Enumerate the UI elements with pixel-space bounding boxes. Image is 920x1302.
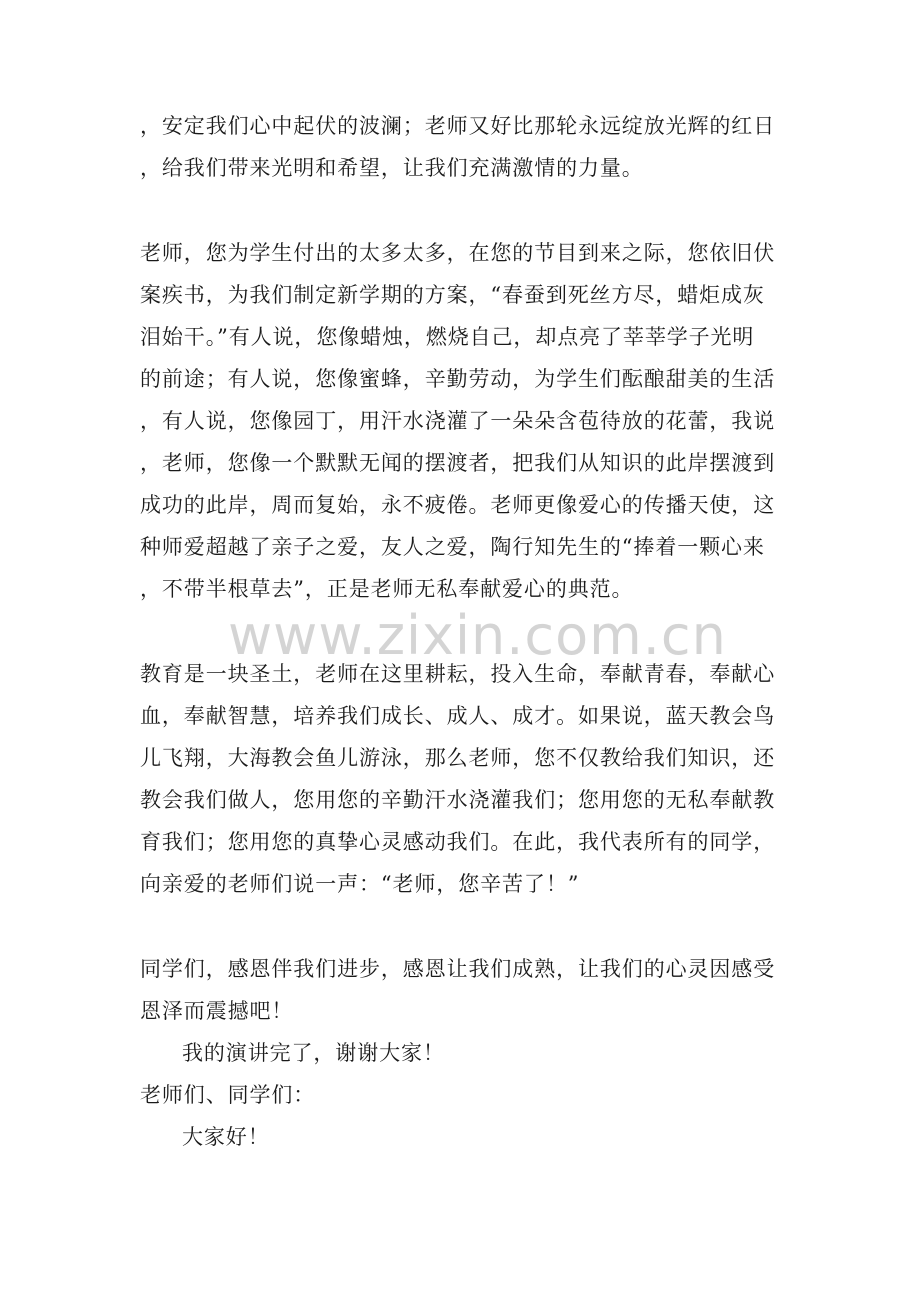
paragraph-1-line-2: ，给我们带来光明和希望，让我们充满激情的力量。 bbox=[140, 156, 644, 180]
paragraph-2-line-6: ，老师，您像一个默默无闻的摆渡者，把我们从知识的此岸摆渡到 bbox=[140, 451, 776, 475]
paragraph-2-line-8: 种师爱超越了亲子之爱，友人之爱，陶行知先生的“捧着一颗心来 bbox=[140, 535, 765, 559]
paragraph-3-line-4: 教会我们做人，您用您的辛勤汗水浇灌我们；您用您的无私奉献教 bbox=[140, 788, 776, 812]
paragraph-3-line-3: 儿飞翔，大海教会鱼儿游泳，那么老师，您不仅教给我们知识，还 bbox=[140, 746, 776, 770]
paragraph-3-line-1: 教育是一块圣土，老师在这里耕耘，投入生命，奉献青春，奉献心 bbox=[140, 662, 776, 686]
paragraph-2-line-3: 泪始干。”有人说，您像蜡烛，燃烧自己，却点亮了莘莘学子光明 bbox=[140, 325, 755, 349]
greeting-line: 大家好！ bbox=[182, 1125, 270, 1149]
paragraph-2-line-5: ，有人说，您像园丁，用汗水浇灌了一朵朵含苞待放的花蕾，我说 bbox=[140, 409, 776, 433]
paragraph-3-line-6: 向亲爱的老师们说一声：“老师，您辛苦了！” bbox=[140, 872, 580, 896]
paragraph-2-line-4: 的前途；有人说，您像蜜蜂，辛勤劳动，为学生们酝酿甜美的生活 bbox=[140, 367, 776, 391]
closing-line: 我的演讲完了，谢谢大家！ bbox=[182, 1041, 445, 1065]
paragraph-3-line-2: 血，奉献智慧，培养我们成长、成人、成才。如果说，蓝天教会鸟 bbox=[140, 704, 776, 728]
paragraph-2-line-1: 老师，您为学生付出的太多太多，在您的节目到来之际，您依旧伏 bbox=[140, 241, 776, 265]
paragraph-4-line-2: 恩泽而震撼吧！ bbox=[140, 999, 294, 1023]
paragraph-2-line-2: 案疾书，为我们制定新学期的方案，“春蚕到死丝方尽，蜡炬成灰 bbox=[140, 283, 765, 307]
watermark: www.zixin.com.cn bbox=[228, 604, 727, 667]
paragraph-4-line-1: 同学们，感恩伴我们进步，感恩让我们成熟，让我们的心灵因感受 bbox=[140, 957, 776, 981]
paragraph-1-line-1: ，安定我们心中起伏的波澜；老师又好比那轮永远绽放光辉的红日 bbox=[140, 114, 776, 138]
paragraph-3-line-5: 育我们；您用您的真挚心灵感动我们。在此，我代表所有的同学， bbox=[140, 830, 776, 854]
salutation-line: 老师们、同学们： bbox=[140, 1083, 316, 1107]
paragraph-2-line-9: ，不带半根草去”，正是老师无私奉献爱心的典范。 bbox=[140, 577, 634, 601]
paragraph-2-line-7: 成功的此岸，周而复始，永不疲倦。老师更像爱心的传播天使，这 bbox=[140, 493, 776, 517]
